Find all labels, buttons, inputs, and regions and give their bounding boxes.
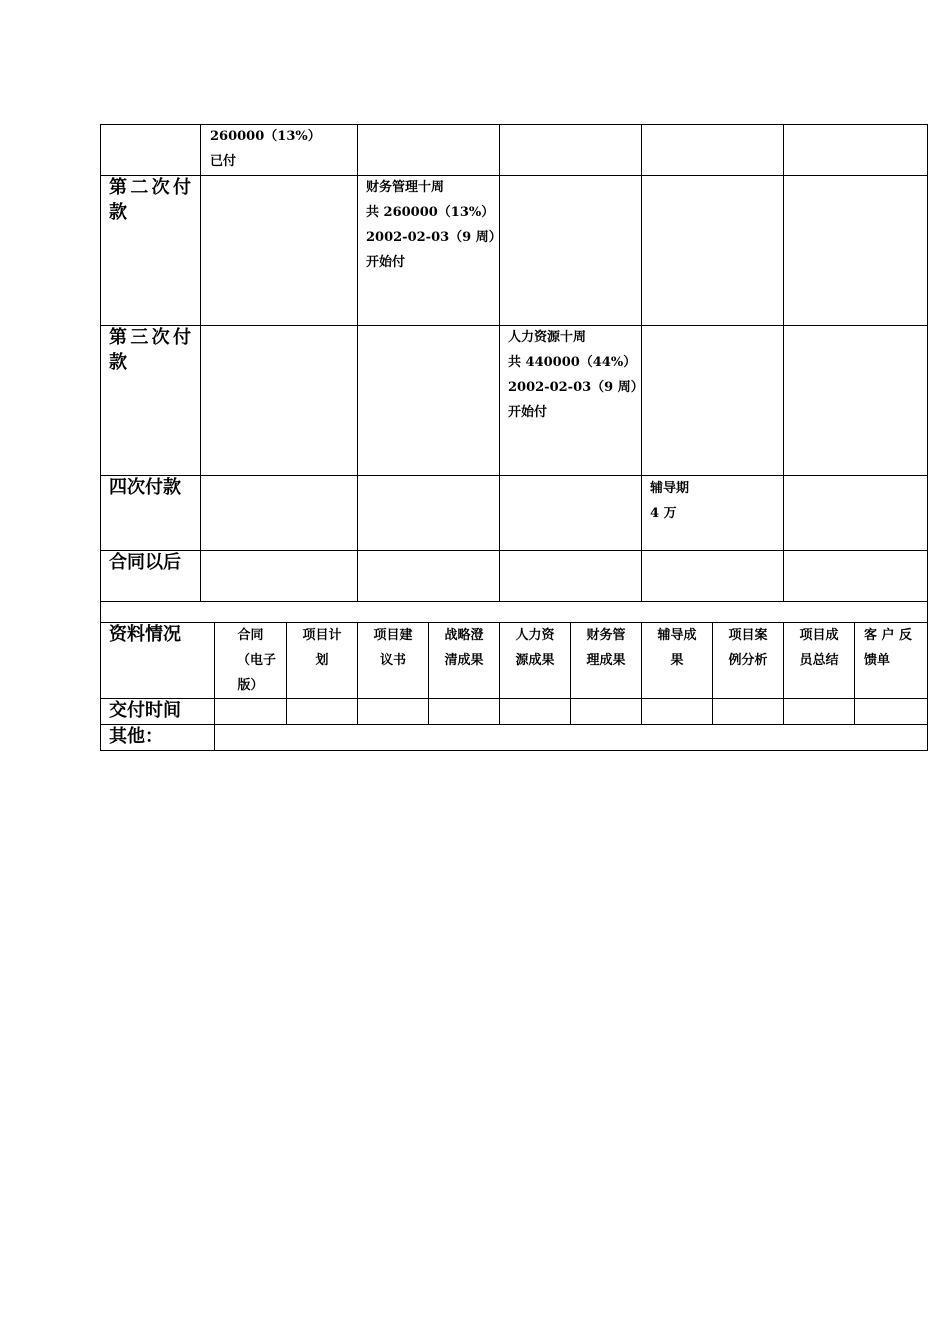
material-strategy-results-line-2: 清成果 [444, 653, 484, 668]
material-project-plan-line-2: 划 [315, 653, 329, 668]
second-payment-line-4: 开始付 [366, 255, 406, 270]
material-hr-results-line-1: 人力资 [515, 628, 555, 643]
material-case-analysis-line-2: 例分析 [728, 653, 768, 668]
second-payment-detail [366, 175, 502, 275]
third-payment-detail [508, 325, 644, 425]
second-payment-label: 第二次付款 [109, 177, 191, 223]
material-project-plan [287, 623, 357, 673]
third-payment-line-4: 开始付 [508, 405, 548, 420]
fourth-payment-label: 四次付款 [109, 477, 181, 498]
first-payment-amount: 260000（13%） [210, 129, 321, 144]
after-contract-label: 合同以后 [109, 552, 181, 573]
material-contract-line-2: （电子 [236, 653, 276, 668]
other-label: 其他： [109, 726, 163, 747]
material-proposal-line-1: 项目建 [373, 628, 413, 643]
fourth-payment-detail [650, 476, 782, 526]
third-payment-line-2: 共 440000（44%） [508, 355, 637, 370]
third-payment-label: 第三次付款 [109, 327, 191, 373]
material-finance-results-line-2: 理成果 [586, 653, 626, 668]
materials-label: 资料情况 [109, 624, 181, 645]
material-project-plan-line-1: 项目计 [302, 628, 342, 643]
material-member-summary-line-2: 员总结 [799, 653, 839, 668]
first-payment-cell [210, 124, 355, 174]
third-payment-line-1: 人力资源十周 [508, 330, 587, 345]
material-customer-feedback-line-1: 客 户 反 [864, 628, 913, 643]
second-payment-line-1: 财务管理十周 [366, 180, 445, 195]
material-strategy-results [429, 623, 499, 673]
material-customer-feedback [864, 623, 924, 673]
material-coaching-results [642, 623, 712, 673]
material-contract-line-3: 版） [237, 678, 264, 693]
fourth-payment-line-2: 4 万 [650, 506, 677, 521]
material-coaching-results-line-1: 辅导成 [657, 628, 697, 643]
material-coaching-results-line-2: 果 [670, 653, 684, 668]
fourth-payment-line-1: 辅导期 [650, 481, 690, 496]
material-contract-line-1: 合同 [237, 628, 264, 643]
material-member-summary [784, 623, 854, 673]
material-case-analysis [713, 623, 783, 673]
material-finance-results [571, 623, 641, 673]
material-strategy-results-line-1: 战略澄 [444, 628, 484, 643]
material-hr-results-line-2: 源成果 [515, 653, 555, 668]
second-payment-line-3: 2002-02-03（9 周） [366, 230, 502, 245]
material-member-summary-line-1: 项目成 [799, 628, 839, 643]
second-payment-line-2: 共 260000（13%） [366, 205, 495, 220]
material-proposal [358, 623, 428, 673]
delivery-time-label: 交付时间 [109, 700, 181, 721]
material-customer-feedback-line-2: 馈单 [864, 653, 891, 668]
material-finance-results-line-1: 财务管 [586, 628, 626, 643]
material-hr-results [500, 623, 570, 673]
third-payment-line-3: 2002-02-03（9 周） [508, 380, 644, 395]
material-contract [215, 623, 286, 698]
material-proposal-line-2: 议书 [379, 653, 406, 668]
contract-payment-table [100, 124, 928, 751]
first-payment-status: 已付 [210, 154, 237, 169]
material-case-analysis-line-1: 项目案 [728, 628, 768, 643]
